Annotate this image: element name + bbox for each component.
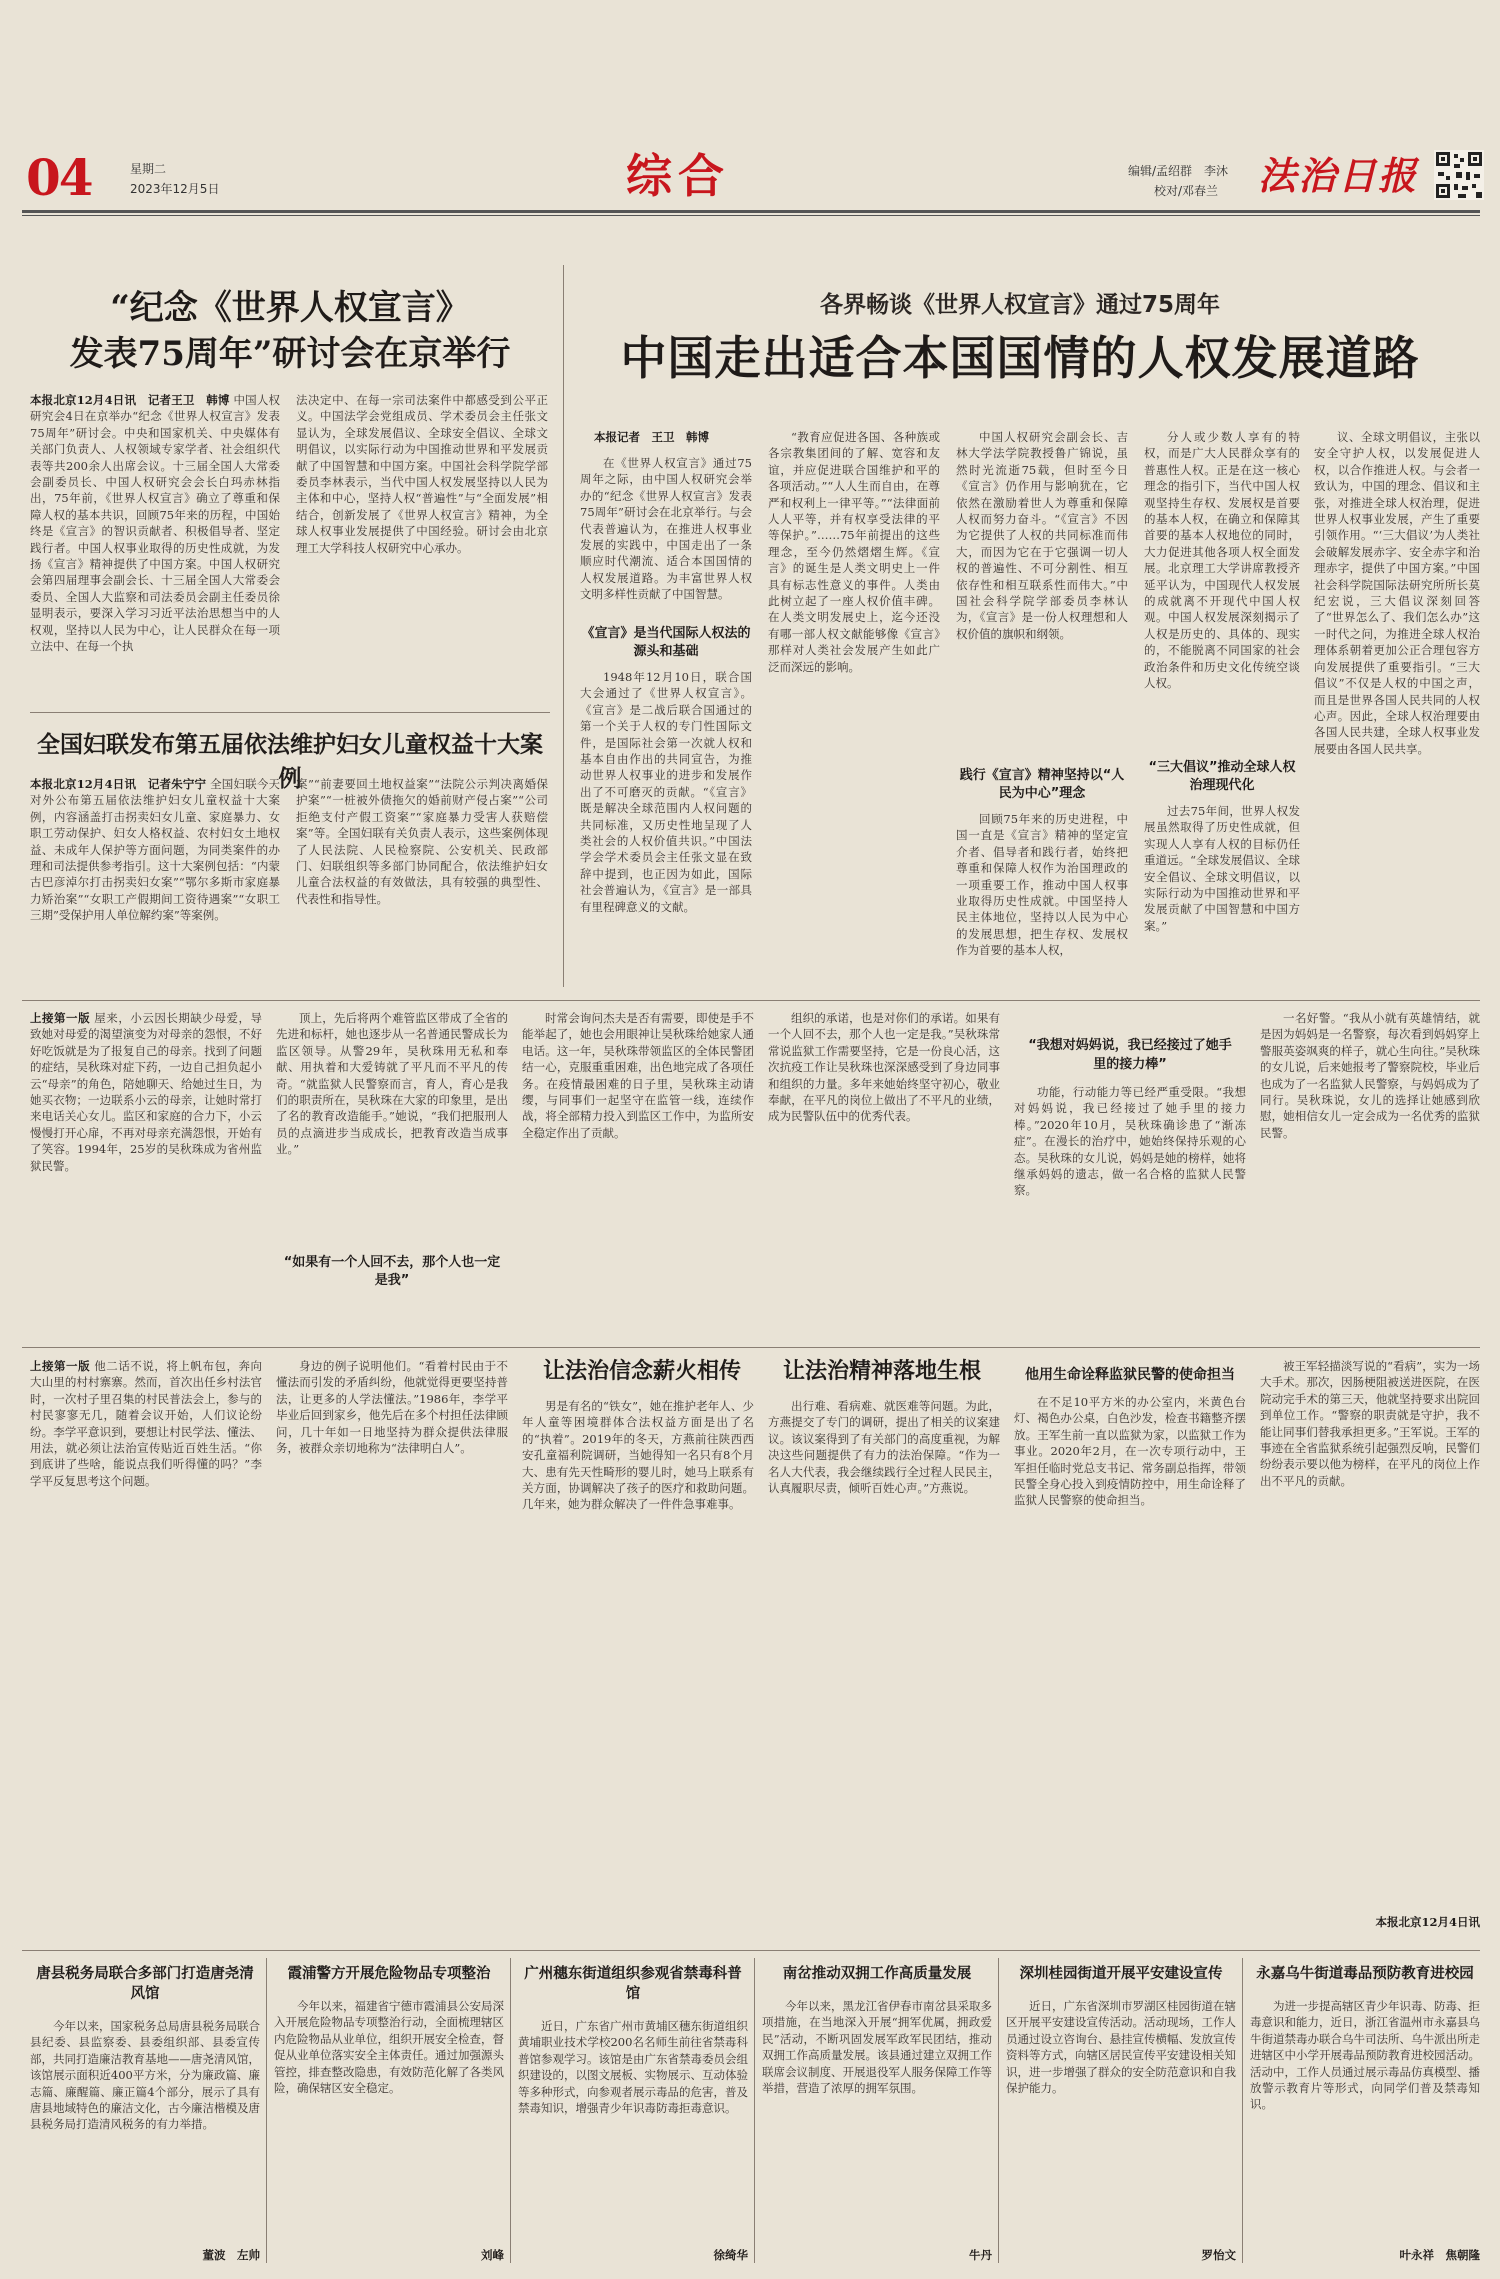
story2-body-col1 [30,776,280,988]
story5-col6 [1260,1358,1480,1938]
brief-3-body: 近日，广东省广州市黄埔区穗东街道组织黄埔职业技术学校200名名师生前往省禁毒科普馆参观学习。该馆是由广东省禁毒委员会组织建设的，以图文展板、实物展示、互动体验等多种形式，向参观者展示毒品的危害，普及禁毒知识，增强青少年识毒防毒拒毒意识。 [518,2019,748,2116]
story2-body-text-1: 全国妇联今天对外公布第五届依法维护妇女儿童权益十大案例，内容涵盖打击拐卖妇女儿童、家庭暴力、女职工劳动保护、妇女人格权益、农村妇女土地权益、未成年人保护等方面问题，为同类案件的办理和司法提供参考指引。这十大案例包括：“内蒙古巴彦淖尔打击拐卖妇女案”“鄂尔多斯市家庭暴力矫治案”“女职工产假期间工资待遇案”“女职工三期”受保护用人单位解约案”等案例。 [30,777,280,923]
story3-subhead-3: “三大倡议”推动全球人权治理现代化 [1148,760,1296,793]
story3-col1 [580,429,752,984]
brief-4-body: 今年以来，黑龙江省伊春市南岔县采取多项措施，在当地深入开展“拥军优属，拥政爱民”活动，不断巩固发展军政军民团结，推动双拥工作高质量发展。该县通过建立双拥工作联席会议制度、开展退役军人服务保障工作等举措，营造了浓厚的拥军氛围。 [762,1999,992,2096]
story4-col1-text [30,1010,262,1340]
brief-6-author: 叶永祥 焦朝隆 [1399,2248,1480,2262]
brief-5 [1006,1958,1236,2263]
brief-4 [762,1958,992,2263]
story1-headline-line1: “纪念《世界人权宣言》 [110,288,470,328]
story5-col3: 男是有名的“铁女”，她在推护老年人、少年人童等困境群体合法权益方面是出了名的“执着”。2019年的冬天，方燕前往陕西西安孔童福利院调研，当她得知一名只有8个月大、患有先天性畸形的婴儿时，她马上联系有关方面，协调解决了孩子的医疗和救助问题。几年来，她为群众解决了一件件急事难事。 [522,1399,754,1512]
brief-3 [518,1958,748,2263]
story4-col2-top: 顶上，先后将两个难管监区带成了全省的先进和标杆，她也逐步从一名普通民警成长为监区领导。从警29年，吴秋珠用无私和奉献、用执着和大爱铸就了平凡而不平凡的传奇。“就监狱人民警察而言，育人，育心是我们的职责所在，吴秋珠在大家的印象里，是出了名的教育改造能手。”她说，“我们把服刑人员的点滴进步当成成长，把教育改造当成事业。” [276,1011,508,1157]
story5-col5 [1014,1358,1246,1938]
story3-subhead-2: 践行《宣言》精神坚持以“人民为中心”理念 [959,768,1125,801]
story1-headline-line2: 发表75周年”研讨会在京举行 [69,334,511,374]
page-number: 04 [26,148,92,207]
story4-col4: 组织的承诺，也是对你们的承诺。如果有一个人回不去，那个人也一定是我。”吴秋珠常常说监狱工作需要坚持，它是一份良心活，这次抗疫工作让吴秋珠也深深感受到了身边同事和组织的力量。多年来她始终坚守初心，敬业奉献，在平凡的岗位上做出了不平凡的业绩，成为民警队伍中的优秀代表。 [768,1011,1000,1124]
brief-2-body: 今年以来，福建省宁德市霞浦县公安局深入开展危险物品专项整治行动，全面梳理辖区内危险物品从业单位，组织开展安全检查，督促从业单位落实安全主体责任。通过加强源头管控，排查整改隐患，有效防范化解了各类风险，确保辖区安全稳定。 [274,1999,504,2096]
story5-lead-label: 上接第一版 [30,1359,91,1373]
story1-body-col1 [30,392,280,694]
brief-3-author: 徐绮华 [713,2248,748,2262]
story2-body-col2: 案”“前妻要回土地权益案”“法院公示判决离婚保护案”“一桩被外债拖欠的婚前财产侵占案”“公司拒绝支付产假工资案”“家庭暴力受害人获赔偿案”等。全国妇联有关负责人表示，这些案例体现了人民法院、人民检察院、公安机关、民政部门、妇联组织等多部门协同配合，依法维护妇女儿童合法权益的有效做法，具有较强的典型性、代表性和指导性。 [296,777,548,906]
brief-5-author: 罗怡文 [1201,2248,1236,2262]
brief-1-author: 董波 左帅 [202,2248,260,2262]
story5-col1-text [30,1358,262,1938]
story4-kicker-2: “我想对妈妈说，我已经接过了她手里的接力棒” [1028,1038,1232,1072]
story4-col1 [30,1010,262,1340]
brief-6 [1250,1958,1480,2263]
story1-byline: 本报北京12月4日讯 记者王卫 韩博 [30,393,230,407]
story2-headline: 全国妇联发布第五届依法维护妇女儿童权益十大案例 [37,731,543,792]
story5-col1 [30,1358,262,1938]
brief-3-headline: 广州穗东街道组织参观省禁毒科普馆 [524,1966,742,2002]
story5-col5-body: 在不足10平方米的办公室内，米黄色台灯、褐色办公桌，白色沙发，检查书籍整齐摆放。王军生前一直以监狱为家，以监狱工作为事业。2020年2月，在一次专项行动中，王军担任临时党总支书记、常务副总指挥，带领民警全身心投入到疫情防控中，用生命诠释了监狱人民警察的使命担当。 [1014,1395,1246,1508]
qr-code-icon [1434,150,1484,200]
story5-headline-a: 让法治信念薪火相传 [542,1359,741,1384]
story4-col3: 时常会询问杰夫是否有需要，即使是手不能举起了，她也会用眼神让吴秋珠给她家人通电话。这一年，吴秋珠带领监区的全体民警团结一心，克服重重困难，出色地完成了各项任务。在疫情最困难的日子里，吴秋珠主动请缨，与同事们一起坚守在监管一线，连续作战，将全部精力投入到监区工作中，为监所安全稳定作出了贡献。 [522,1011,754,1140]
story5-col4: 出行难、看病难、就医难等问题。为此，方燕提交了专门的调研，提出了相关的议案建议。该议案得到了有关部门的高度重视，为解决这些问题提供了有力的法治保障。“作为一名人大代表，我会继续践行全过程人民民主，认真履职尽责，倾听百姓心声。”方燕说。 [768,1399,1000,1496]
story3-col3-rest: 回顾75年来的历史进程，中国一直是《宣言》精神的坚定宣介者、倡导者和践行者，始终把尊重和保障人权作为治国理政的一项重要工作，推动中国人权事业取得历史性成就。中国坚持人民主体地位，坚持以人民为中心的发展思想，把生存权、发展权作为首要的基本人权， [956,812,1128,958]
story3-byline: 本报记者 王卫 韩博 [594,430,709,444]
story1-body-text-1: 中国人权研究会4日在京举办“纪念《世界人权宣言》发表75周年”研讨会。中央和国家机关、中央媒体有关部门负责人、人权领域专家学者、社会组织代表等共200余人出席会议。十三届全国人大常委会副委员长、中国人权研究会会长白玛赤林指出，75年前，《世界人权宣言》确立了尊重和保障人权的基本共识，回顾75年来的历程，中国始终是《宣言》的智识贡献者、积极倡导者、坚定践行者。中国人权事业取得的历史性成就，为发扬《宣言》精神提供了中国方案。中国人权研究会第四届理事会副会长、十三届全国人大常委会委员、全国人大监察和司法委员会副主任委员徐显明表示，要深入学习习近平法治思想当中的人权观，坚持以人民为中心，让人民群众在每一项立法中、在每一个执 [30,393,280,654]
story3-col2: “教育应促进各国、各种族或各宗教集团间的了解、宽容和友谊，并应促进联合国维护和平的各项活动。”“人人生而自由，在尊严和权利上一律平等。”“法律面前人人平等，并有权享受法律的平等保护。”……75年前提出的这些理念，至今仍然熠熠生辉。《宣言》的诞生是人类文明史上一件具有标志性意义的事件。人类由此树立起了一座人权价值丰碑。在人类文明发展史上，迄今还没有哪一部人权文献能够像《宣言》那样对人类社会发展产生如此广泛而深远的影响。 [768,430,940,674]
story5-col6-body: 被王军轻描淡写说的“看病”，实为一场大手术。那次，因肠梗阻被送进医院，在医院动完手术的第三天，他就坚持要求出院回到单位工作。“警察的职责就是守护，我不能让同事们替我承担更多。”王军说。王军的事迹在全省监狱系统引起强烈反响，民警们纷纷表示要以他为榜样，在平凡的岗位上作出不平凡的贡献。 [1260,1359,1480,1488]
story3-headline: 中国走出适合本国国情的人权发展道路 [620,331,1420,385]
story3-lead: 在《世界人权宣言》通过75周年之际，由中国人权研究会举办的“纪念《世界人权宣言》发表75周年”研讨会在北京举行。与会代表普遍认为，在推进人权事业发展的实践中，中国走出了一条顺应时代潮流、适合本国国情的人权发展道路。为丰富世界人权文明多样性贡献了中国智慧。 [580,456,752,602]
story3-col5: 议、全球文明倡议，主张以安全守护人权，以发展促进人权，以合作推进人权。与会者一致认为，中国的理念、倡议和主张，对推进全球人权治理，促进世界人权事业发展，产生了重要引领作用。“‘三大倡议’为人类社会破解发展赤字、安全赤字和治理赤字，提供了中国方案。”中国社会科学院国际法研究所所长莫纪宏说，三大倡议深刻回答了“世界怎么了、我们怎么办”这一时代之问，为推进全球人权治理体系朝着更加公正合理包容方向发展提供了重要指引。“三大倡议”不仅是人权的中国之声，而且是世界各国人民共同的人权心声。因此，全球人权治理要由各国人民共建，全球人权事业发展要由各国人民共享。 [1314,430,1480,756]
brief-1 [30,1958,260,2263]
brief-4-author: 牛丹 [969,2248,992,2262]
section-title: 综合 [626,149,730,203]
story4-kicker: “如果有一个人回不去，那个人也一定是我” [283,1255,501,1288]
story3-col4-rest: 过去75年间，世界人权发展虽然取得了历史性成就，但实现人人享有人权的目标仍任重道远。“全球发展倡议、全球安全倡议、全球文明倡议，以实际行动为中国推动世界和平发展贡献了中国智慧和中国方案。” [1144,804,1300,933]
brief-5-headline: 深圳桂园街道开展平安建设宣传 [1019,1966,1223,1982]
brief-1-body: 今年以来，国家税务总局唐县税务局联合县纪委、县监察委、县委组织部、县委宣传部，共同打造廉洁教育基地——唐尧清风馆，该馆展示面积近400平方米，分为廉政篇、廉志篇、廉醒篇、廉正篇4个部分，展示了具有唐县地域特色的廉洁文化，古今廉洁楷模及唐县税务局打造清风税务的有力举措。 [30,2019,260,2132]
brief-5-body: 近日，广东省深圳市罗湖区桂园街道在辖区开展平安建设宣传活动。活动现场，工作人员通过设立咨询台、悬挂宣传横幅、发放宣传资料等方式，向辖区居民宣传平安建设相关知识，进一步增强了群众的安全防范意识和自我保护能力。 [1006,1999,1236,2096]
brief-4-headline: 南岔推动双拥工作高质量发展 [782,1966,972,1982]
story5-col1-body: 他二话不说，将上帆布包，奔向大山里的村村寨寨。然而，首次出任乡村法官时，一次村子里召集的村民普法会上，参与的村民寥寥无几，随着会议开始，人们议论纷纷。李学平意识到，要想让村民学法、懂法、用法，就必须让法治宣传贴近百姓生活。“你到底讲了些啥，能说点我们听得懂的吗？”李学平反复思考这个问题。 [30,1359,262,1488]
story3-subhead-1: 《宣言》是当代国际人权法的源头和基础 [581,626,751,659]
story5-headline-b: 让法治精神落地生根 [782,1359,981,1384]
proofreader-credit: 校对/邓春兰 [1154,184,1219,198]
editors-credit: 编辑/孟绍群 李沐 [1128,164,1229,178]
brief-6-body: 为进一步提高辖区青少年识毒、防毒、拒毒意识和能力，近日，浙江省温州市永嘉县乌牛街道禁毒办联合乌牛司法所、乌牛派出所走进辖区中小学开展毒品预防教育进校园活动。活动中，工作人员通过展示毒品仿真模型、播放警示教育片等形式，向同学们普及禁毒知识。 [1250,1999,1480,2112]
newspaper-logo: 法治日报 [1258,153,1419,198]
brief-2-author: 刘峰 [481,2248,504,2262]
page-date: 2023年12月5日 [130,182,220,196]
story3-col4 [1144,429,1300,984]
story3-col3 [956,429,1128,984]
brief-2 [274,1958,504,2263]
story4-col5 [1014,1010,1246,1340]
story1-body-col2: 法决定中、在每一宗司法案件中都感受到公平正义。中国法学会党组成员、学术委员会主任张文显认为，全球发展倡议、全球安全倡议、全球文明倡议，以实际行动为中国推动世界和平发展贡献了中国智慧和中国方案。中国社会科学院学部委员李林表示，当代中国人权发展坚持以人民为主体和中心，坚持人权“普遍性”与“全面发展”相结合，创新发展了《世界人权宣言》精神，为全球人权事业发展提供了中国经验。研讨会由北京理工大学科技人权研究中心承办。 [296,393,548,555]
brief-1-headline: 唐县税务局联合多部门打造唐尧清风馆 [36,1966,254,2002]
story5-col2: 身边的例子说明他们。“看着村民由于不懂法而引发的矛盾纠纷，他就觉得更要坚持普法，让更多的人学法懂法。”1986年，李学平毕业后回到家乡，他先后在多个村担任法律顾问，几十年如一日地坚持为群众提供法律服务，被群众亲切地称为“法律明白人”。 [276,1359,508,1456]
story4-col1-body: 屋来，小云因长期缺少母爱，导致她对母爱的渴望演变为对母亲的怨恨，不好好吃饭就是为了报复自己的母亲。找到了问题的症结，吴秋珠对症下药，一边自己担负起小云“母亲”的角色，陪她聊天、给她过生日，为她买衣物；一边联系小云的母亲，让她时常打来电话关心女儿。监区和家庭的合力下，小云慢慢打开心扉，不再对母亲充满怨恨，开始有了笑容。1994年，25岁的吴秋珠成为省州监狱民警。 [30,1011,262,1173]
story3-col1-rest: 1948年12月10日，联合国大会通过了《世界人权宣言》。《宣言》是二战后联合国通过的第一个关于人权的专门性国际文件，是国际社会第一次就人权和基本自由作出的共同宣告，为推动世界人权事业的进步和发展作出了不可磨灭的贡献。“《宣言》既是解决全球范围内人权问题的共同标准，又历史性地呈现了人类社会的人权价值共识。”中国法学会学术委员会主任张文显在致辞中提到，也正因为如此，国际社会普遍认为，《宣言》是一部具有里程碑意义的文献。 [580,670,752,914]
story4-col5-body: 功能，行动能力等已经严重受限。“我想对妈妈说，我已经接过了她手里的接力棒。”2020年10月，吴秋珠确诊患了“渐冻症”。在漫长的治疗中，她始终保持乐观的心态。吴秋珠的女儿说，妈妈是她的榜样，她将继承妈妈的遗志，做一名合格的监狱人民警察。 [1014,1085,1246,1198]
story2-byline: 本报北京12月4日讯 记者朱宁宁 [30,777,207,791]
story5-col5-headline: 他用生命诠释监狱民警的使命担当 [1025,1367,1235,1383]
brief-2-headline: 霞浦警方开展危险物品专项整治 [287,1966,491,1982]
story3-col3-top: 中国人权研究会副会长、吉林大学法学院教授鲁广锦说，虽然时光流逝75载，但时至今日《宣言》仍作用与影响犹在，它依然在激励着世人为尊重和保障人权而努力奋斗。“《宣言》不因为它提供了人权的共同标准而伟大，而因为它在于它强调一切人权的普遍性、不可分割性、相互依存性和相互联系性而伟大。”中国社会科学院学部委员李林认为，《宣言》是一份人权理想和人权价值的旗帜和纲领。 [956,430,1128,641]
story3-kicker: 各界畅谈《世界人权宣言》通过75周年 [819,292,1220,318]
story4-col2 [276,1010,508,1340]
story5-end-credit: 本报北京12月4日讯 [1375,1915,1480,1929]
story3-col4-top: 分人或少数人享有的特权，而是广大人民群众享有的普惠性人权。正是在这一核心理念的指引下，当代中国人权观坚持生存权、发展权是首要的基本人权，在确立和保障其首要的基本人权地位的同时，大力促进其他各项人权全面发展。北京理工大学讲席教授齐延平认为，中国现代人权发展的成就离不开现代中国人权观。中国人权发展深刻揭示了人权是历史的、具体的、现实的，不能脱离不同国家的社会政治条件和历史文化传统空谈人权。 [1144,430,1300,691]
story4-col6: 一名好警。“我从小就有英雄情结，就是因为妈妈是一名警察，每次看到妈妈穿上警服英姿飒爽的样子，就心生向往。”吴秋珠的女儿说，后来她报考了警察院校，毕业后也成为了一名监狱人民警察，与妈妈成为了同行。吴秋珠说，女儿的选择让她感到欣慰，她相信女儿一定会成为一名优秀的监狱民警。 [1260,1011,1480,1140]
story4-lead-label: 上接第一版 [30,1011,91,1025]
brief-6-headline: 永嘉乌牛街道毒品预防教育进校园 [1256,1966,1474,1982]
page-weekday: 星期二 [130,162,167,176]
